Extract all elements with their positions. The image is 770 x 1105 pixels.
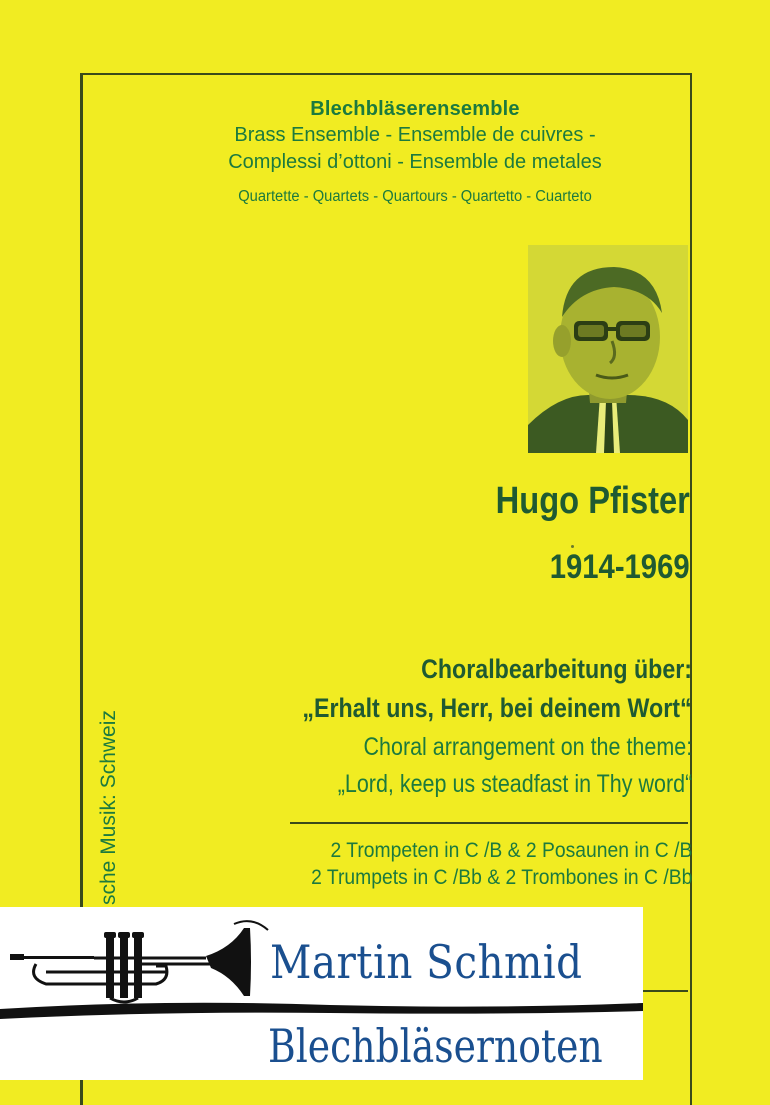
speck xyxy=(571,545,574,548)
series-languages-line-2: Complessi d’ottoni - Ensemble de metales xyxy=(228,151,602,173)
work-german-title: „Erhalt uns, Herr, bei deinem Wort“ xyxy=(302,693,692,723)
series-quartet-line: Quartette - Quartets - Quartours - Quartetto - Cuarteto xyxy=(238,188,592,205)
work-english-title: „Lord, keep us steadfast in Thy word“ xyxy=(337,770,692,798)
portrait-illustration xyxy=(528,245,688,453)
work-english-heading: Choral arrangement on the theme: xyxy=(363,733,692,761)
work-german-heading: Choralbearbeitung über: xyxy=(421,654,692,684)
divider-upper xyxy=(290,822,688,824)
publisher-name: Martin Schmid xyxy=(270,935,583,989)
composer-name: Hugo Pfister xyxy=(495,480,690,522)
publisher-subtitle: Blechbläsernoten xyxy=(268,1019,603,1073)
instrumentation-german: 2 Trompeten in C /B & 2 Posaunen in C /B xyxy=(330,839,692,862)
instrumentation-english: 2 Trumpets in C /Bb & 2 Trombones in C /Bb xyxy=(310,866,692,889)
series-title: Blechbläserensemble xyxy=(310,98,520,120)
composer-years: 1914-1969 xyxy=(550,548,690,586)
series-side-label: sche Musik: Schweiz xyxy=(97,710,120,905)
series-languages-line-1: Brass Ensemble - Ensemble de cuivres - xyxy=(234,124,596,146)
composer-portrait xyxy=(528,245,688,453)
